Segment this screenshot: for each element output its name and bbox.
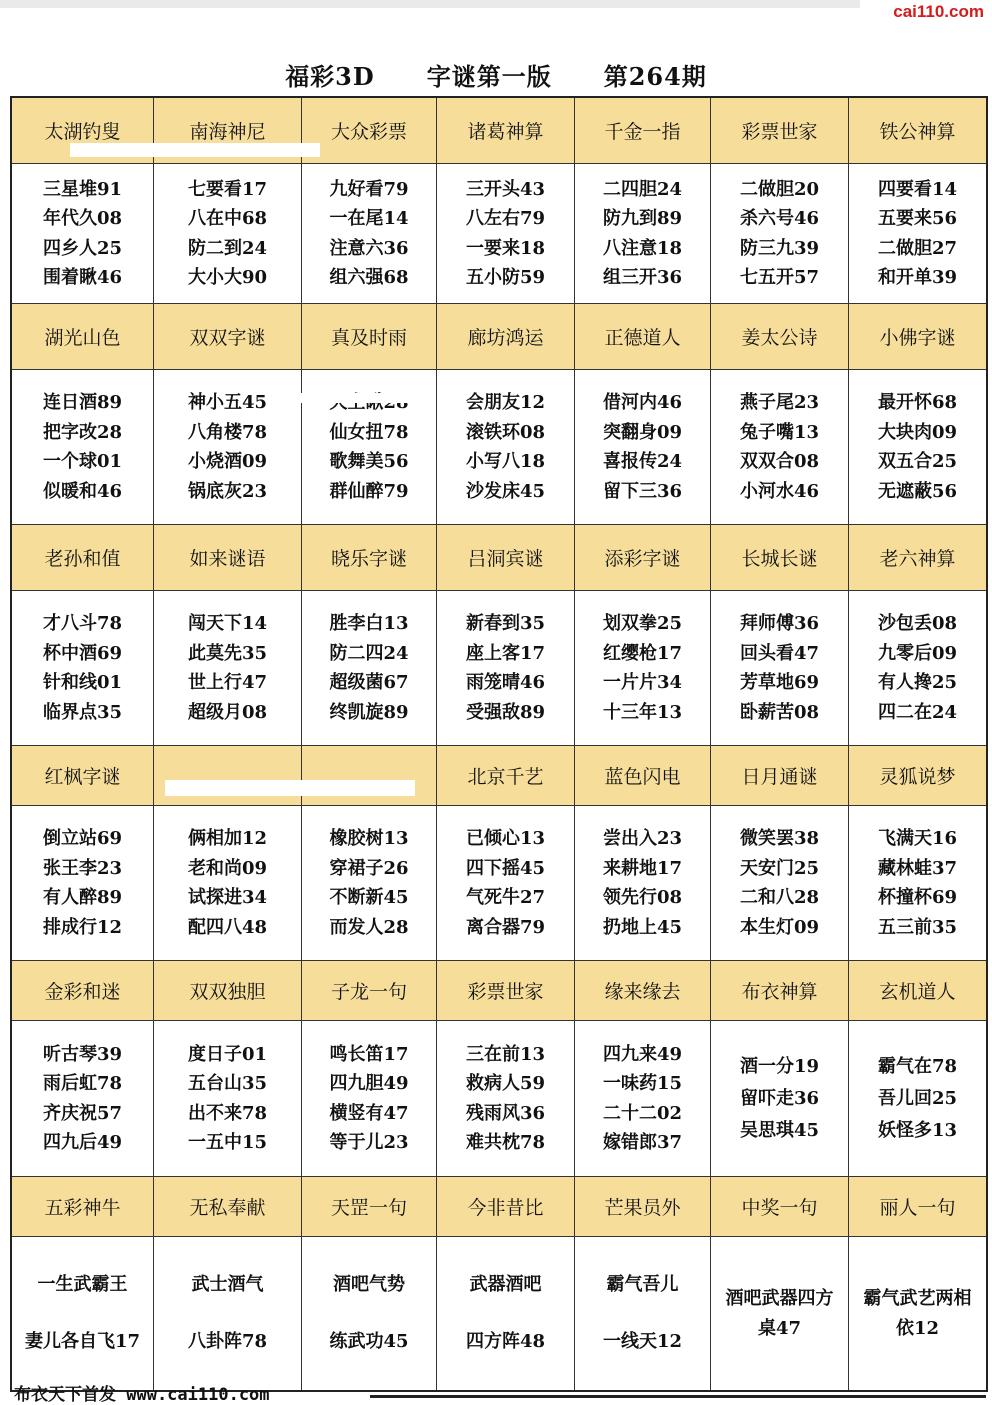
riddle-line: 练武功45 — [329, 1330, 409, 1352]
riddle-line: 五要来56 — [877, 208, 958, 229]
riddle-line: 和开单39 — [877, 267, 958, 288]
riddle-line: 借河内46 — [602, 392, 683, 413]
riddle-line: 杀六号46 — [739, 208, 820, 229]
riddle-line: 张王李23 — [42, 857, 123, 879]
riddle-cell — [575, 1021, 711, 1177]
riddle-line: 霸气吾儿 — [606, 1274, 679, 1296]
column-header: 北京千艺 — [437, 746, 575, 806]
riddle-line: 吴思琪45 — [739, 1119, 820, 1141]
column-header: 太湖钓叟 — [12, 98, 154, 164]
riddle-line: 飞满天16 — [877, 828, 958, 849]
riddle-cell — [437, 370, 575, 525]
riddle-cell — [154, 806, 302, 961]
riddle-line: 难共枕78 — [465, 1132, 546, 1153]
riddle-line: 微笑罢38 — [739, 828, 820, 849]
riddle-cell — [154, 164, 302, 304]
column-header: 布衣神算 — [711, 961, 849, 1021]
riddle-line: 会朋友12 — [465, 392, 546, 413]
riddle-line: 大小大90 — [187, 267, 268, 288]
column-header: 湖光山色 — [12, 304, 154, 370]
riddle-line: 横竖有47 — [329, 1102, 409, 1124]
riddle-line: 连日酒89 — [42, 392, 123, 413]
riddle-line: 世上行47 — [187, 672, 268, 693]
riddle-grid — [10, 96, 988, 1392]
riddle-line: 拜师傅36 — [739, 613, 820, 634]
column-header: 灵狐说梦 — [849, 746, 986, 806]
riddle-line: 四乡人25 — [42, 237, 123, 259]
column-header: 千金一指 — [575, 98, 711, 164]
riddle-line: 已倾心13 — [465, 828, 546, 849]
riddle-line: 三在前13 — [465, 1043, 546, 1065]
riddle-line: 穿裙子26 — [329, 857, 409, 879]
riddle-line: 组三开36 — [602, 267, 683, 288]
riddle-line: 倒立站69 — [42, 828, 123, 849]
riddle-line: 配四八48 — [187, 916, 268, 938]
column-header: 老六神算 — [849, 525, 986, 591]
riddle-cell — [12, 806, 154, 961]
riddle-line: 橡胶树13 — [329, 828, 409, 849]
riddle-line: 四方阵48 — [465, 1330, 546, 1352]
riddle-cell — [12, 370, 154, 525]
riddle-line: 一个球01 — [42, 451, 123, 472]
riddle-line: 雨后虹78 — [42, 1073, 123, 1094]
riddle-cell — [711, 806, 849, 961]
riddle-line: 小写八18 — [465, 451, 546, 472]
riddle-line: 天安门25 — [739, 857, 820, 879]
riddle-line: 藏林蛙37 — [877, 857, 958, 879]
riddle-line: 霸气在78 — [877, 1055, 958, 1077]
riddle-line: 杯中酒69 — [42, 642, 123, 664]
riddle-line: 排成行12 — [42, 916, 123, 938]
riddle-cell — [437, 1021, 575, 1177]
riddle-line: 一要来18 — [465, 237, 546, 259]
riddle-line: 临界点35 — [42, 701, 123, 723]
riddle-line: 来耕地17 — [602, 857, 683, 879]
column-header: 双双独胆 — [154, 961, 302, 1021]
riddle-cell — [711, 591, 849, 746]
riddle-line: 一线天12 — [602, 1330, 683, 1352]
riddle-line: 防二四24 — [329, 642, 409, 664]
riddle-line: 杯撞杯69 — [877, 887, 958, 908]
riddle-line: 针和线01 — [42, 672, 123, 693]
riddle-cell — [12, 1237, 154, 1390]
riddle-cell — [849, 370, 986, 525]
riddle-line: 十三年13 — [602, 701, 683, 723]
riddle-line: 神小五45 — [187, 392, 268, 413]
white-smudge — [70, 143, 320, 157]
column-header: 子龙一句 — [302, 961, 437, 1021]
column-header: 廊坊鸿运 — [437, 304, 575, 370]
riddle-line: 一在尾14 — [329, 208, 409, 229]
riddle-line: 领先行08 — [602, 887, 683, 908]
riddle-line: 扔地上45 — [602, 916, 683, 938]
riddle-cell — [711, 370, 849, 525]
riddle-line: 防二到24 — [187, 237, 268, 259]
column-header: 真及时雨 — [302, 304, 437, 370]
riddle-line: 四九胆49 — [329, 1073, 409, 1094]
column-header: 长城长谜 — [711, 525, 849, 591]
riddle-line: 四下摇45 — [465, 857, 546, 879]
riddle-line: 突翻身09 — [602, 421, 683, 443]
riddle-line: 一味药15 — [602, 1073, 683, 1094]
column-header: 蓝色闪电 — [575, 746, 711, 806]
column-header: 姜太公诗 — [711, 304, 849, 370]
riddle-line: 燕子尾23 — [739, 392, 820, 413]
riddle-line: 才八斗78 — [42, 613, 123, 634]
riddle-line: 仙女扭78 — [329, 421, 409, 443]
riddle-line: 试探进34 — [187, 887, 268, 908]
page-title — [0, 56, 992, 92]
riddle-line: 歌舞美56 — [329, 451, 409, 472]
riddle-line: 双五合25 — [877, 451, 958, 472]
riddle-line: 酒吧气势 — [333, 1274, 405, 1296]
riddle-line: 四要看14 — [877, 178, 958, 200]
riddle-line: 酒吧武器四方桌47 — [725, 1287, 834, 1339]
column-header: 铁公神算 — [849, 98, 986, 164]
riddle-line: 把字改28 — [42, 421, 123, 443]
riddle-line: 气死牛27 — [465, 887, 546, 908]
riddle-cell — [12, 591, 154, 746]
column-header: 天罡一句 — [302, 1177, 437, 1237]
riddle-line: 座上客17 — [465, 642, 546, 664]
site-watermark: cai110.com — [893, 2, 984, 21]
riddle-line: 七五开57 — [739, 267, 820, 288]
riddle-line: 八在中68 — [187, 208, 268, 229]
riddle-line: 离合器79 — [465, 916, 546, 938]
riddle-line: 四二在24 — [877, 701, 958, 723]
riddle-line: 沙发床45 — [465, 480, 546, 502]
riddle-cell — [849, 806, 986, 961]
riddle-cell — [437, 806, 575, 961]
column-header: 大众彩票 — [302, 98, 437, 164]
riddle-cell — [575, 164, 711, 304]
column-header: 南海神尼 — [154, 98, 302, 164]
riddle-line: 酒一分19 — [739, 1055, 820, 1077]
riddle-cell — [437, 591, 575, 746]
riddle-line: 留下三36 — [602, 480, 683, 502]
riddle-cell — [575, 591, 711, 746]
column-header: 添彩字谜 — [575, 525, 711, 591]
riddle-cell — [437, 1237, 575, 1390]
column-header: 晓乐字谜 — [302, 525, 437, 591]
riddle-cell — [711, 164, 849, 304]
riddle-cell — [302, 591, 437, 746]
riddle-line: 本生灯09 — [739, 916, 820, 938]
column-header: 双双字谜 — [154, 304, 302, 370]
riddle-line: 鸣长笛17 — [329, 1043, 409, 1065]
riddle-line: 尝出入23 — [602, 828, 683, 849]
riddle-line: 红缨枪17 — [602, 642, 683, 664]
riddle-line: 注意六36 — [329, 237, 409, 259]
riddle-cell — [711, 1237, 849, 1390]
riddle-line: 留吓走36 — [739, 1087, 820, 1109]
riddle-cell — [12, 164, 154, 304]
riddle-cell — [154, 591, 302, 746]
column-header: 吕洞宾谜 — [437, 525, 575, 591]
column-header: 小佛字谜 — [849, 304, 986, 370]
riddle-line: 似暖和46 — [42, 480, 123, 502]
riddle-line: 超级月08 — [187, 701, 268, 723]
column-header: 红枫字谜 — [12, 746, 154, 806]
riddle-line: 三开头43 — [465, 178, 546, 200]
column-header — [302, 746, 437, 806]
riddle-line: 残雨风36 — [465, 1102, 546, 1124]
riddle-line: 妻儿各自飞17 — [24, 1330, 141, 1352]
riddle-line: 霸气武艺两相依12 — [863, 1287, 972, 1339]
riddle-line: 兔子嘴13 — [739, 421, 820, 443]
riddle-line: 胜李白13 — [329, 613, 409, 634]
riddle-line: 沙包丢08 — [877, 613, 958, 634]
riddle-line: 喜报传24 — [602, 451, 683, 472]
column-header: 五彩神牛 — [12, 1177, 154, 1237]
column-header: 今非昔比 — [437, 1177, 575, 1237]
column-header: 缘来缘去 — [575, 961, 711, 1021]
title-edition: 字谜第一版 — [426, 61, 552, 91]
riddle-line: 大块肉09 — [877, 421, 958, 443]
riddle-line: 滚铁环08 — [465, 421, 546, 443]
riddle-line: 二十二02 — [602, 1102, 683, 1124]
riddle-line: 二四胆24 — [602, 178, 683, 200]
column-header: 正德道人 — [575, 304, 711, 370]
riddle-line: 救病人59 — [465, 1073, 546, 1094]
riddle-line: 围着瞅46 — [42, 267, 123, 288]
riddle-line: 老和尚09 — [187, 857, 268, 879]
title-lottery: 福彩3D — [285, 61, 375, 91]
riddle-line: 组六强68 — [329, 267, 409, 288]
riddle-line: 三星堆91 — [42, 178, 123, 200]
riddle-line: 终凯旋89 — [329, 701, 409, 723]
riddle-line: 出不来78 — [187, 1102, 268, 1124]
riddle-line: 五小防59 — [465, 267, 546, 288]
riddle-cell — [12, 1021, 154, 1177]
riddle-cell — [302, 806, 437, 961]
riddle-line: 最开怀68 — [877, 392, 958, 413]
riddle-line: 小烧酒09 — [187, 451, 268, 472]
riddle-cell — [302, 1021, 437, 1177]
riddle-line: 八卦阵78 — [187, 1330, 268, 1352]
riddle-line: 度日子01 — [187, 1043, 268, 1065]
riddle-line: 闯天下14 — [187, 613, 268, 634]
riddle-line: 八注意18 — [602, 237, 683, 259]
riddle-line: 齐庆祝57 — [42, 1102, 123, 1124]
riddle-line: 芳草地69 — [739, 672, 820, 693]
riddle-line: 划双拳25 — [602, 613, 683, 634]
riddle-cell — [849, 591, 986, 746]
column-header: 玄机道人 — [849, 961, 986, 1021]
riddle-line: 有人搀25 — [877, 672, 958, 693]
riddle-line: 防九到89 — [602, 208, 683, 229]
riddle-cell — [849, 164, 986, 304]
title-issue: 第264期 — [603, 61, 707, 91]
column-header: 如来谜语 — [154, 525, 302, 591]
riddle-line: 武器酒吧 — [469, 1274, 542, 1296]
riddle-line: 不断新45 — [329, 887, 409, 908]
riddle-line: 武士酒气 — [191, 1274, 264, 1296]
column-header: 芒果员外 — [575, 1177, 711, 1237]
white-smudge — [165, 780, 415, 796]
riddle-line: 此莫先35 — [187, 642, 268, 664]
riddle-line: 双双合08 — [739, 451, 820, 472]
riddle-line: 回头看47 — [739, 642, 820, 664]
riddle-line: 锅底灰23 — [187, 480, 268, 502]
riddle-cell — [302, 164, 437, 304]
column-header: 老孙和值 — [12, 525, 154, 591]
riddle-line: 一片片34 — [602, 672, 683, 693]
riddle-line: 四九来49 — [602, 1043, 683, 1065]
column-header: 诸葛神算 — [437, 98, 575, 164]
riddle-line: 听古琴39 — [42, 1043, 123, 1065]
riddle-line: 四九后49 — [42, 1132, 123, 1153]
column-header: 中奖一句 — [711, 1177, 849, 1237]
riddle-line: 有人醉89 — [42, 887, 123, 908]
riddle-cell — [849, 1021, 986, 1177]
column-header: 无私奉献 — [154, 1177, 302, 1237]
riddle-line: 群仙醉79 — [329, 480, 409, 502]
column-header: 日月通谜 — [711, 746, 849, 806]
riddle-cell — [575, 806, 711, 961]
riddle-line: 防三九39 — [739, 237, 820, 259]
riddle-line: 雨笼晴46 — [465, 672, 546, 693]
riddle-line: 超级菌67 — [329, 672, 409, 693]
column-header: 丽人一句 — [849, 1177, 986, 1237]
footer-rule — [370, 1395, 986, 1398]
riddle-line: 九好看79 — [329, 178, 409, 200]
riddle-cell — [575, 370, 711, 525]
riddle-line: 二做胆20 — [739, 178, 820, 200]
riddle-line: 八角楼78 — [187, 421, 268, 443]
riddle-line: 俩相加12 — [187, 828, 268, 849]
riddle-line: 妖怪多13 — [877, 1119, 958, 1141]
white-smudge — [280, 393, 430, 403]
riddle-cell — [849, 1237, 986, 1390]
riddle-line: 二和八28 — [739, 887, 820, 908]
riddle-line: 嫁错郎37 — [602, 1132, 683, 1153]
riddle-cell — [437, 164, 575, 304]
riddle-cell — [154, 1021, 302, 1177]
footer-credit: 布衣天下首发 www.cai110.com — [14, 1385, 270, 1405]
riddle-line: 而发人28 — [329, 916, 409, 938]
riddle-line: 五三前35 — [877, 916, 958, 938]
riddle-line: 新春到35 — [465, 613, 546, 634]
riddle-line: 八左右79 — [465, 208, 546, 229]
riddle-line: 小河水46 — [739, 480, 820, 502]
riddle-line: 等于儿23 — [329, 1132, 409, 1153]
riddle-cell — [575, 1237, 711, 1390]
riddle-line: 二做胆27 — [877, 237, 958, 259]
top-strip — [0, 0, 860, 8]
riddle-line: 年代久08 — [42, 208, 123, 229]
column-header — [154, 746, 302, 806]
riddle-line: 一五中15 — [187, 1132, 268, 1153]
riddle-line: 受强敌89 — [465, 701, 546, 723]
column-header: 彩票世家 — [711, 98, 849, 164]
riddle-cell — [711, 1021, 849, 1177]
riddle-line: 九零后09 — [877, 642, 958, 664]
riddle-line: 七要看17 — [187, 178, 268, 200]
riddle-line: 五台山35 — [187, 1073, 268, 1094]
column-header: 金彩和迷 — [12, 961, 154, 1021]
riddle-line: 一生武霸王 — [37, 1274, 128, 1296]
riddle-line: 吾儿回25 — [877, 1087, 958, 1109]
riddle-cell — [154, 1237, 302, 1390]
riddle-cell — [302, 1237, 437, 1390]
riddle-line: 卧薪苦08 — [739, 701, 820, 723]
column-header: 彩票世家 — [437, 961, 575, 1021]
riddle-line: 无遮蔽56 — [877, 480, 958, 502]
